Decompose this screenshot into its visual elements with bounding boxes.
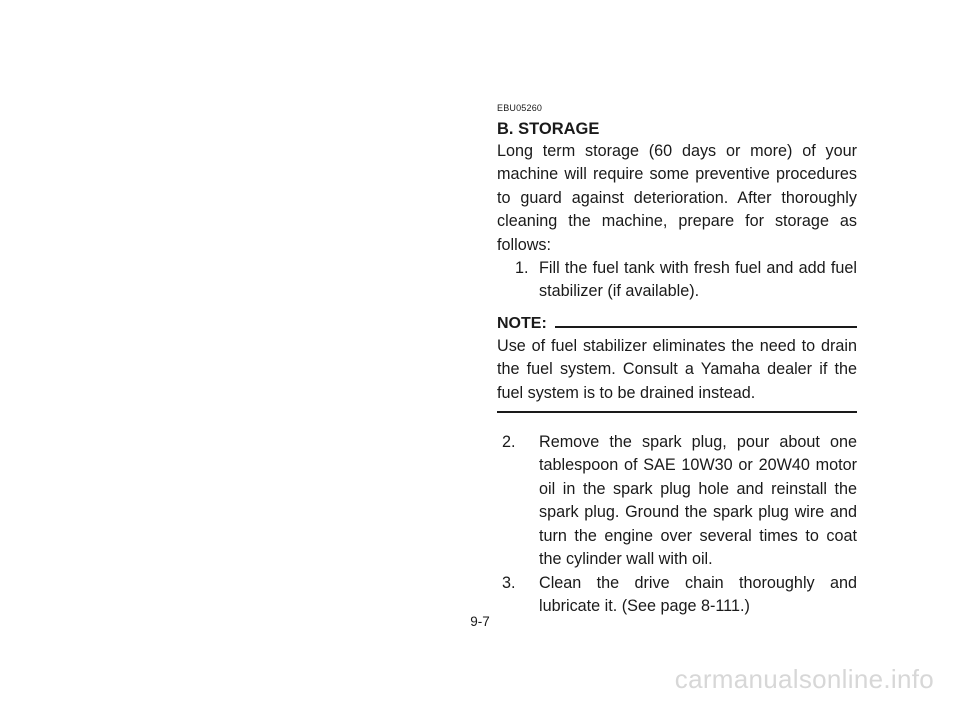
- note-text: Use of fuel stabilizer eliminates the need to drain the fuel system. Consult a Yamaha dealer if the fuel system is to be drained instead.: [497, 336, 857, 402]
- page-number: 9-7: [470, 614, 490, 629]
- intro-paragraph: Long term storage (60 days or more) of your machine will require some preventive procedures to guard against deterioration. After thoroughly cleaning the machine, prepare for storage as follows:: [497, 142, 857, 254]
- list-item: [497, 572, 857, 619]
- list-item: [497, 257, 857, 304]
- step-number: 3.: [502, 573, 516, 592]
- list-item: [497, 431, 857, 571]
- section-heading: B. STORAGE: [497, 120, 600, 138]
- watermark: carmanualsonline.info: [674, 664, 934, 694]
- step-text: Clean the drive chain thoroughly and lubricate it. (See page 8-111.): [539, 573, 857, 615]
- note-top-rule: [555, 326, 857, 328]
- step-number: 1.: [515, 259, 529, 278]
- note-label: NOTE:: [497, 314, 547, 332]
- note-box: [497, 313, 857, 413]
- step-number: 2.: [502, 433, 516, 452]
- step-text: Fill the fuel tank with fresh fuel and add fuel stabilizer (if available).: [539, 259, 857, 301]
- section-code: EBU05260: [497, 103, 543, 113]
- note-header: [497, 313, 857, 335]
- steps-list-continued: [497, 431, 857, 618]
- step-text: Remove the spark plug, pour about one tablespoon of SAE 10W30 or 20W40 motor oil in the spark plug hole and reinstall the spark plug. Ground the spark plug wire and turn the engine over several times to coat the cylinder wall with oil.: [539, 433, 857, 569]
- text-column: [497, 102, 857, 618]
- steps-list: [497, 257, 857, 304]
- spacer: [497, 413, 857, 431]
